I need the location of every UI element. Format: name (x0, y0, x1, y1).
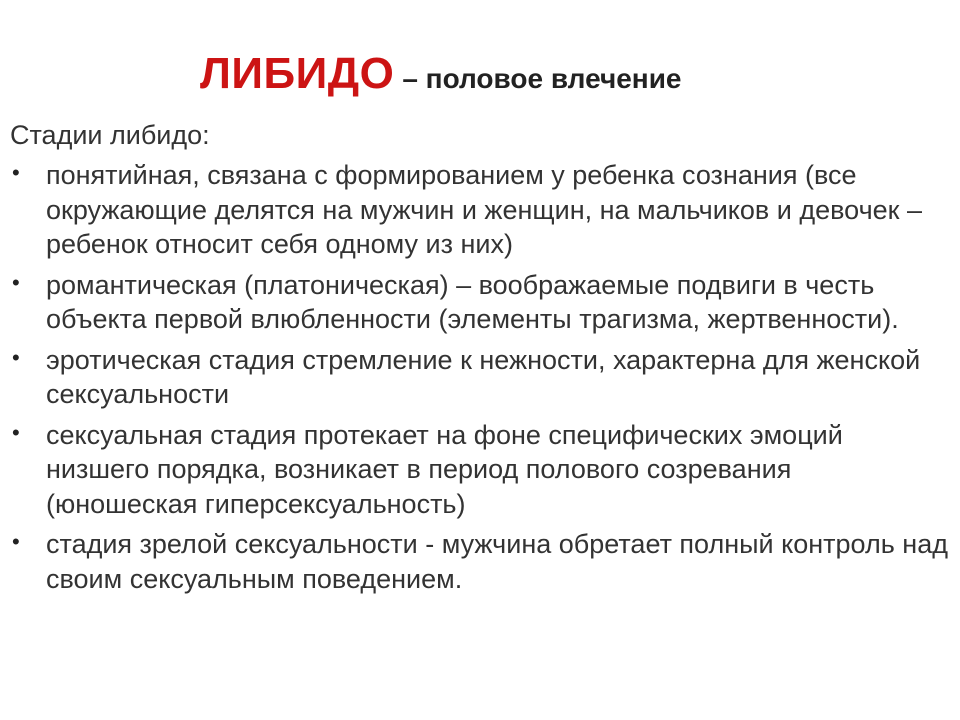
stages-list (10, 158, 950, 602)
list-item-text: романтическая (платоническая) – воображаемые подвиги в честь объекта первой влюбленности (элементы трагизма, жертвенности). (46, 269, 899, 334)
title-main: ЛИБИДО (200, 49, 395, 98)
list-item-text: эротическая стадия стремление к нежности, характерна для женской сексуальности (46, 344, 921, 409)
bullet-icon: • (12, 344, 20, 370)
title-subtitle: – половое влечение (402, 63, 682, 94)
stages-heading: Стадии либидо: (10, 120, 210, 150)
list-item-text: понятийная, связана с формированием у ребенка сознания (все окружающие делятся на мужчин и женщин, на мальчиков и девочек – ребенок относит себя одному из них) (46, 160, 922, 259)
list-item (10, 268, 950, 337)
bullet-icon: • (12, 419, 20, 445)
list-item (10, 343, 950, 412)
bullet-icon: • (12, 529, 20, 554)
slide-title (200, 49, 682, 98)
list-item-text: сексуальная стадия протекает на фоне специфических эмоций низшего порядка, возникает в период полового созревания (юношеская гиперсексуальность) (46, 419, 843, 519)
list-item (10, 527, 950, 596)
bullet-icon: • (12, 269, 20, 295)
list-item-text: стадия зрелой сексуальности - мужчина обретает полный контроль над своим сексуальным поведением. (46, 529, 948, 594)
list-item (10, 418, 950, 522)
bullet-icon: • (12, 160, 20, 185)
list-item (10, 158, 950, 262)
